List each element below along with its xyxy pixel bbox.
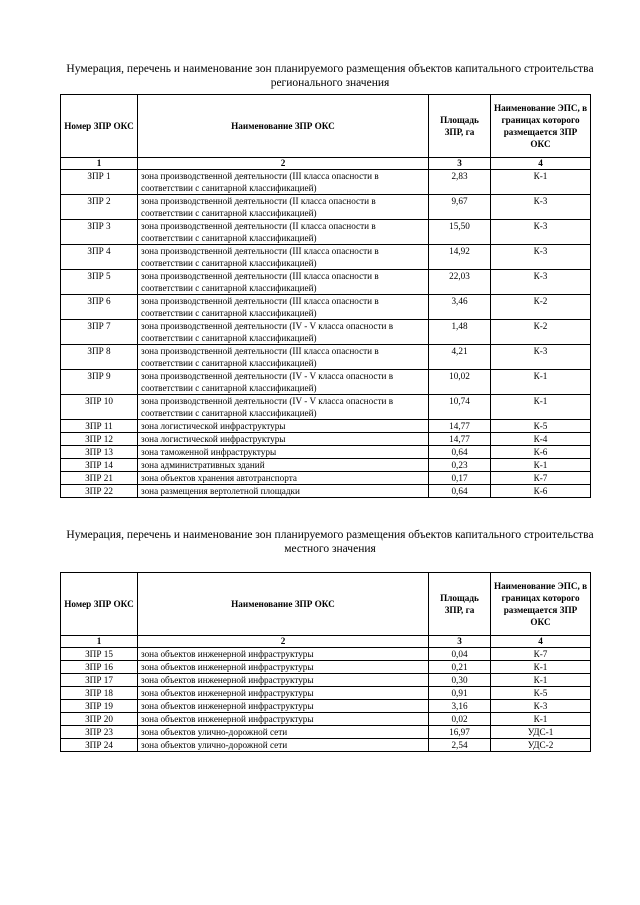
regional-table-body	[61, 170, 591, 498]
header-name: Наименование ЗПР ОКС	[138, 573, 429, 636]
row-number: ЗПР 13	[61, 446, 138, 459]
row-number: ЗПР 14	[61, 459, 138, 472]
table-row	[61, 713, 591, 726]
row-number: ЗПР 20	[61, 713, 138, 726]
header-eps: Наименование ЭПС, в границах которого размещается ЗПР ОКС	[491, 573, 591, 636]
row-eps: УДС-2	[491, 739, 591, 752]
row-number: ЗПР 18	[61, 687, 138, 700]
col-number-1: 1	[61, 636, 138, 648]
row-number: ЗПР 15	[61, 648, 138, 661]
row-area: 10,74	[429, 395, 491, 420]
row-area: 0,17	[429, 472, 491, 485]
table-row	[61, 433, 591, 446]
header-area: Площадь ЗПР, га	[429, 573, 491, 636]
local-table-title: Нумерация, перечень и наименование зон планируемого размещения объектов капитального строительства местного значения	[66, 529, 594, 555]
row-name: зона объектов улично-дорожной сети	[138, 739, 429, 752]
row-name: зона таможенной инфраструктуры	[138, 446, 429, 459]
table-row	[61, 739, 591, 752]
table-row	[61, 472, 591, 485]
row-area: 0,23	[429, 459, 491, 472]
row-name: зона объектов инженерной инфраструктуры	[138, 674, 429, 687]
table-row	[61, 661, 591, 674]
col-number-4: 4	[491, 636, 591, 648]
regional-table	[60, 94, 591, 498]
col-number-3: 3	[429, 636, 491, 648]
row-number: ЗПР 16	[61, 661, 138, 674]
row-number: ЗПР 17	[61, 674, 138, 687]
table-row	[61, 420, 591, 433]
table-row	[61, 726, 591, 739]
row-number: ЗПР 21	[61, 472, 138, 485]
row-area: 22,03	[429, 270, 491, 295]
header-number: Номер ЗПР ОКС	[61, 573, 138, 636]
row-name: зона логистической инфраструктуры	[138, 420, 429, 433]
row-eps: К-7	[491, 648, 591, 661]
row-eps: К-3	[491, 220, 591, 245]
row-name: зона производственной деятельности (III класса опасности в соответствии с санитарной классификацией)	[138, 245, 429, 270]
table-row	[61, 220, 591, 245]
table-row	[61, 195, 591, 220]
row-area: 2,83	[429, 170, 491, 195]
row-eps: К-3	[491, 245, 591, 270]
row-name: зона производственной деятельности (III класса опасности в соответствии с санитарной классификацией)	[138, 170, 429, 195]
row-eps: К-3	[491, 195, 591, 220]
col-number-2: 2	[138, 636, 429, 648]
table-row	[61, 170, 591, 195]
row-area: 9,67	[429, 195, 491, 220]
table-row	[61, 270, 591, 295]
row-number: ЗПР 3	[61, 220, 138, 245]
header-eps: Наименование ЭПС, в границах которого размещается ЗПР ОКС	[491, 95, 591, 158]
row-number: ЗПР 4	[61, 245, 138, 270]
row-number: ЗПР 10	[61, 395, 138, 420]
row-number: ЗПР 9	[61, 370, 138, 395]
row-number: ЗПР 2	[61, 195, 138, 220]
row-name: зона производственной деятельности (IV - V класса опасности в соответствии с санитарной классификацией)	[138, 395, 429, 420]
table-row	[61, 395, 591, 420]
row-name: зона объектов инженерной инфраструктуры	[138, 713, 429, 726]
row-area: 2,54	[429, 739, 491, 752]
table-row	[61, 700, 591, 713]
row-area: 10,02	[429, 370, 491, 395]
row-eps: К-1	[491, 713, 591, 726]
row-name: зона объектов инженерной инфраструктуры	[138, 661, 429, 674]
row-number: ЗПР 11	[61, 420, 138, 433]
row-eps: К-6	[491, 446, 591, 459]
row-area: 16,97	[429, 726, 491, 739]
row-eps: К-1	[491, 395, 591, 420]
row-name: зона логистической инфраструктуры	[138, 433, 429, 446]
row-name: зона производственной деятельности (IV - V класса опасности в соответствии с санитарной классификацией)	[138, 370, 429, 395]
row-eps: К-1	[491, 661, 591, 674]
local-table	[60, 572, 591, 752]
row-name: зона производственной деятельности (III класса опасности в соответствии с санитарной классификацией)	[138, 345, 429, 370]
row-eps: К-2	[491, 295, 591, 320]
row-area: 14,77	[429, 433, 491, 446]
table-row	[61, 370, 591, 395]
row-name: зона объектов инженерной инфраструктуры	[138, 700, 429, 713]
table-row	[61, 320, 591, 345]
table-row	[61, 485, 591, 498]
row-name: зона административных зданий	[138, 459, 429, 472]
row-number: ЗПР 23	[61, 726, 138, 739]
row-area: 15,50	[429, 220, 491, 245]
table-row	[61, 674, 591, 687]
row-eps: К-5	[491, 420, 591, 433]
row-area: 3,16	[429, 700, 491, 713]
col-number-3: 3	[429, 158, 491, 170]
row-area: 0,04	[429, 648, 491, 661]
row-name: зона производственной деятельности (II класса опасности в соответствии с санитарной классификацией)	[138, 195, 429, 220]
row-area: 3,46	[429, 295, 491, 320]
row-eps: К-3	[491, 345, 591, 370]
row-eps: К-3	[491, 700, 591, 713]
table-row	[61, 245, 591, 270]
row-eps: К-7	[491, 472, 591, 485]
row-eps: К-2	[491, 320, 591, 345]
row-number: ЗПР 1	[61, 170, 138, 195]
table-row	[61, 295, 591, 320]
header-area: Площадь ЗПР, га	[429, 95, 491, 158]
row-area: 4,21	[429, 345, 491, 370]
row-area: 0,02	[429, 713, 491, 726]
row-area: 1,48	[429, 320, 491, 345]
row-area: 0,91	[429, 687, 491, 700]
row-area: 14,92	[429, 245, 491, 270]
row-number: ЗПР 8	[61, 345, 138, 370]
col-number-1: 1	[61, 158, 138, 170]
row-name: зона производственной деятельности (II класса опасности в соответствии с санитарной классификацией)	[138, 220, 429, 245]
row-area: 0,30	[429, 674, 491, 687]
table-row	[61, 345, 591, 370]
table-row	[61, 687, 591, 700]
row-number: ЗПР 6	[61, 295, 138, 320]
row-eps: К-1	[491, 170, 591, 195]
row-eps: УДС-1	[491, 726, 591, 739]
row-area: 0,64	[429, 446, 491, 459]
row-name: зона объектов инженерной инфраструктуры	[138, 648, 429, 661]
row-name: зона объектов улично-дорожной сети	[138, 726, 429, 739]
row-name: зона размещения вертолетной площадки	[138, 485, 429, 498]
row-area: 0,21	[429, 661, 491, 674]
row-name: зона производственной деятельности (III класса опасности в соответствии с санитарной классификацией)	[138, 295, 429, 320]
row-eps: К-4	[491, 433, 591, 446]
row-eps: К-3	[491, 270, 591, 295]
col-number-4: 4	[491, 158, 591, 170]
row-eps: К-5	[491, 687, 591, 700]
row-number: ЗПР 12	[61, 433, 138, 446]
row-number: ЗПР 5	[61, 270, 138, 295]
table-row	[61, 648, 591, 661]
row-number: ЗПР 24	[61, 739, 138, 752]
row-name: зона производственной деятельности (IV - V класса опасности в соответствии с санитарной классификацией)	[138, 320, 429, 345]
row-number: ЗПР 22	[61, 485, 138, 498]
table-row	[61, 459, 591, 472]
row-name: зона объектов хранения автотранспорта	[138, 472, 429, 485]
row-eps: К-6	[491, 485, 591, 498]
row-area: 14,77	[429, 420, 491, 433]
row-number: ЗПР 19	[61, 700, 138, 713]
col-number-2: 2	[138, 158, 429, 170]
header-number: Номер ЗПР ОКС	[61, 95, 138, 158]
row-number: ЗПР 7	[61, 320, 138, 345]
regional-table-title: Нумерация, перечень и наименование зон планируемого размещения объектов капитального строительства регионального значения	[66, 63, 594, 89]
table-row	[61, 446, 591, 459]
row-area: 0,64	[429, 485, 491, 498]
row-eps: К-1	[491, 370, 591, 395]
row-name: зона объектов инженерной инфраструктуры	[138, 687, 429, 700]
row-eps: К-1	[491, 674, 591, 687]
row-eps: К-1	[491, 459, 591, 472]
local-table-body	[61, 648, 591, 752]
row-name: зона производственной деятельности (III класса опасности в соответствии с санитарной классификацией)	[138, 270, 429, 295]
header-name: Наименование ЗПР ОКС	[138, 95, 429, 158]
